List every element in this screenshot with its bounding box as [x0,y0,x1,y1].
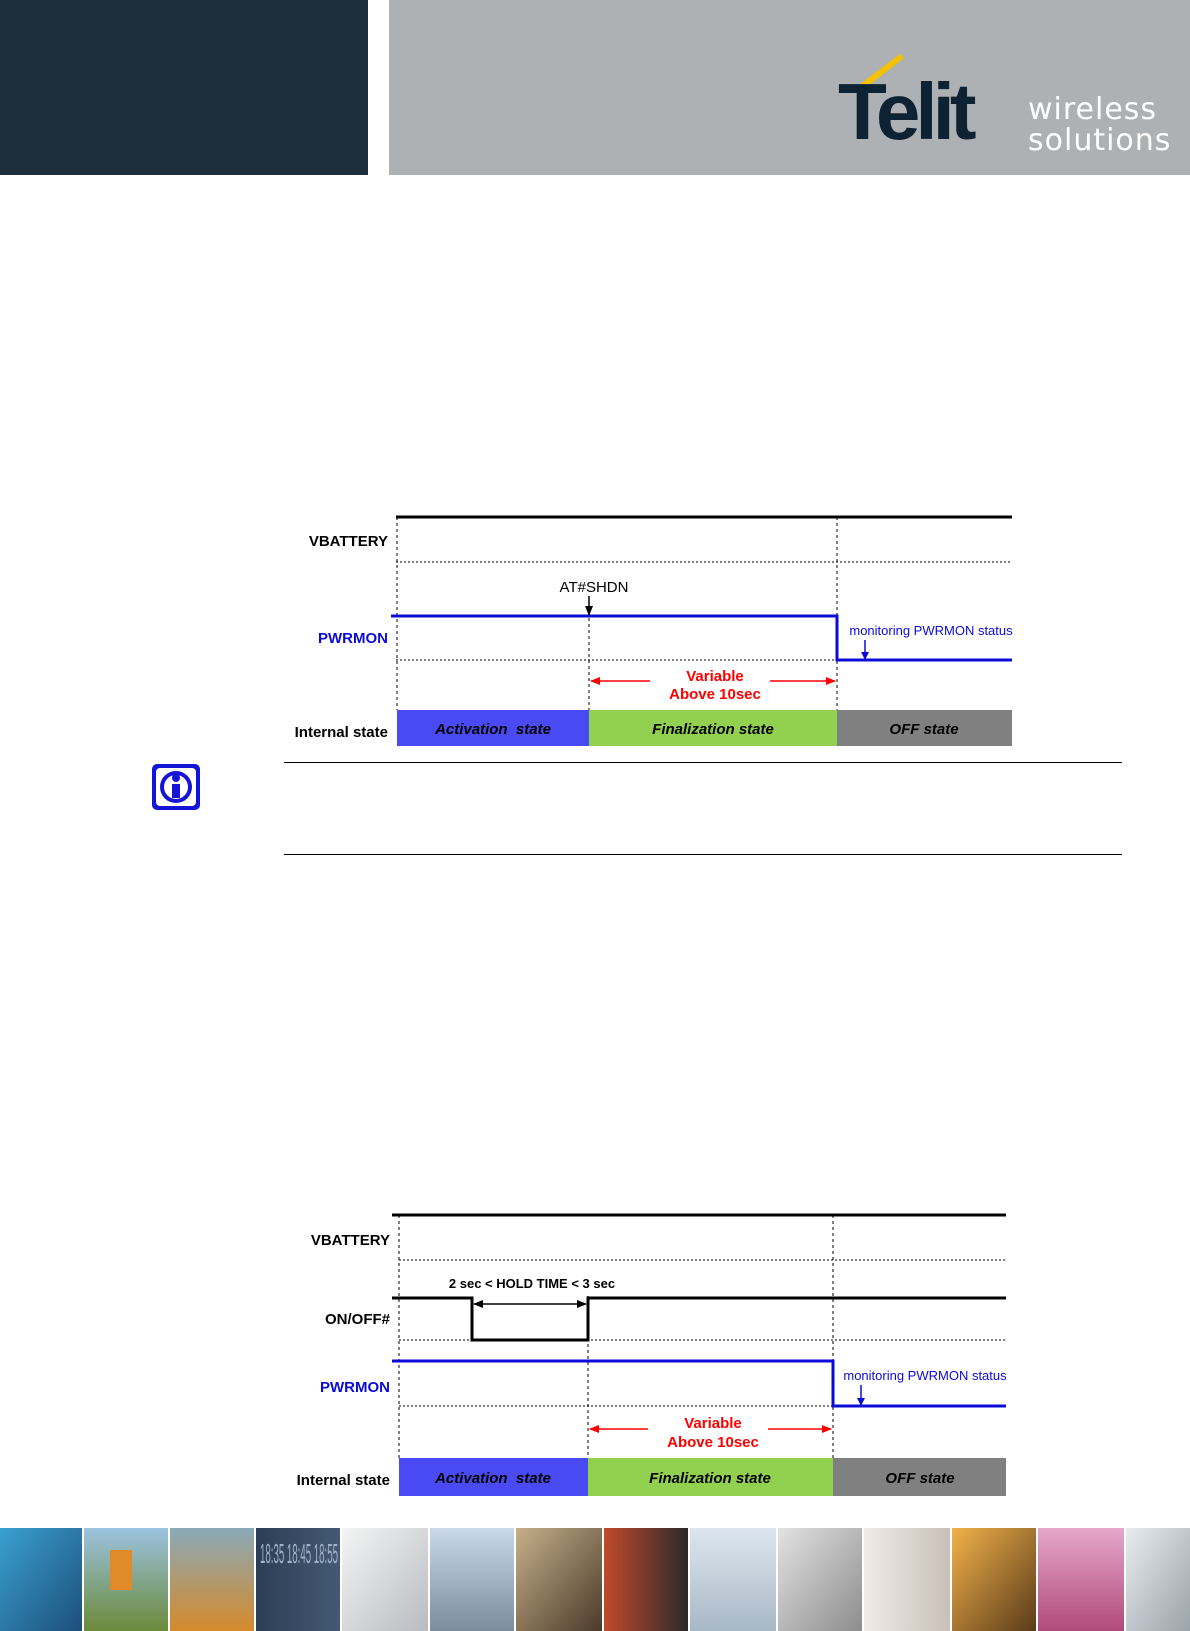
d2-monitor-label: monitoring PWRMON status [843,1368,1007,1383]
note-bottom-rule [284,854,1122,855]
d2-hold-label: 2 sec < HOLD TIME < 3 sec [448,1276,616,1291]
logo-tagline-line1: wireless [1028,92,1158,127]
d2-label-vbattery: VBATTERY [310,1232,390,1249]
d1-label-internal-state: Internal state [294,724,388,741]
footer-photo-3 [170,1528,254,1631]
d2-label-internal-state: Internal state [296,1472,390,1489]
d2-label-onoff: ON/OFF# [324,1311,390,1328]
footer-photo-7 [516,1528,602,1631]
footer-photo-6 [430,1528,514,1631]
d1-command-label: AT#SHDN [559,579,629,596]
footer-photo-14 [1126,1528,1190,1631]
d1-state-activation-label: Activation state [435,721,551,738]
footer-photo-strip [0,1528,1190,1631]
d2-state-activation-label: Activation state [435,1470,551,1487]
d1-monitor-label: monitoring PWRMON status [849,623,1013,638]
d1-variable-line2: Above 10sec [669,686,761,703]
d1-label-vbattery: VBATTERY [308,533,388,550]
logo-wordmark: Telit [838,67,972,156]
d2-variable-line2: Above 10sec [667,1434,759,1451]
footer-photo-10 [778,1528,862,1631]
footer-photo-5 [342,1528,428,1631]
footer-photo-13 [1038,1528,1124,1631]
note-top-rule [284,762,1122,763]
footer-photo-11 [864,1528,950,1631]
footer-clock-text: 18:35 18:45 18:55 [260,1538,338,1569]
d1-state-finalization-label: Finalization state [652,721,774,738]
footer-photo-12 [952,1528,1036,1631]
d2-label-pwrmon: PWRMON [320,1379,390,1396]
d2-variable-line1: Variable [684,1415,742,1432]
info-icon [150,762,202,812]
d1-variable-line1: Variable [686,668,744,685]
d1-state-off-label: OFF state [889,721,959,738]
d2-state-finalization-label: Finalization state [649,1470,771,1487]
footer-photo-9 [690,1528,776,1631]
d2-state-off-label: OFF state [885,1470,955,1487]
diagram-shutdown-command [295,517,1014,746]
d1-label-pwrmon: PWRMON [318,630,388,647]
diagram-onoff-shutdown [297,1215,1008,1496]
footer-photo-1 [0,1528,82,1631]
footer-photo-8 [604,1528,688,1631]
logo-tagline-line2: solutions [1028,123,1172,158]
